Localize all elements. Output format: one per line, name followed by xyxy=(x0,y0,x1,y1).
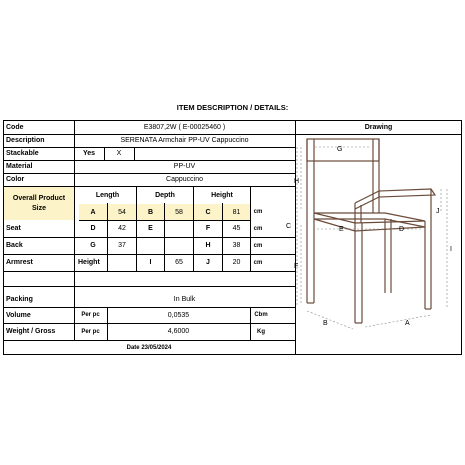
height-header: Height xyxy=(211,191,233,199)
code-label: Code xyxy=(6,124,24,131)
label-d: D xyxy=(399,226,405,233)
dim-i-letter: I xyxy=(149,259,152,266)
packing-value: In Bulk xyxy=(173,296,196,303)
seat-label: Seat xyxy=(6,225,21,232)
seat xyxy=(314,213,425,223)
color-label: Color xyxy=(6,176,25,183)
dim-a-letter: A xyxy=(79,204,107,220)
armrest xyxy=(379,189,435,197)
dim-e-value xyxy=(165,220,193,237)
armrest-height-label: Height xyxy=(78,259,100,266)
volume-value: 0,0535 xyxy=(167,311,190,319)
label-j: J xyxy=(436,208,440,215)
dim-b-letter: B xyxy=(137,204,164,220)
dim-j-letter: J xyxy=(206,259,210,266)
depth-header: Depth xyxy=(155,191,175,199)
label-h: H xyxy=(294,178,300,185)
dim-e-letter: E xyxy=(148,225,153,232)
dim-i-value: 65 xyxy=(175,259,183,266)
weight-value: 4,6000 xyxy=(167,328,190,335)
back-label: Back xyxy=(6,242,23,249)
dim-h-letter: H xyxy=(205,242,211,249)
stackable-mark: X xyxy=(116,150,122,157)
seat-unit: cm xyxy=(253,225,263,232)
dim-f-letter: F xyxy=(205,225,211,232)
material-label: Material xyxy=(6,163,33,170)
overall-size-label-line1: Overall Product xyxy=(12,195,66,203)
drawing-header: Drawing xyxy=(364,124,393,131)
armrest-unit: cm xyxy=(253,259,263,266)
color-value: Cappuccino xyxy=(166,176,203,183)
dim-h-value: 38 xyxy=(232,242,241,249)
back-unit: cm xyxy=(253,242,263,249)
overall-size-label-line2: Size xyxy=(31,204,46,212)
dim-c-letter: C xyxy=(194,204,222,220)
dim-a-value: 54 xyxy=(108,204,136,220)
backrest xyxy=(307,139,379,161)
length-header: Length xyxy=(95,191,120,199)
dim-c-value: 81 xyxy=(223,204,250,220)
dim-g-letter: G xyxy=(90,242,96,249)
stackable-label: Stackable xyxy=(6,150,39,157)
label-i: I xyxy=(450,246,452,253)
weight-unit: Kg xyxy=(257,328,265,335)
stackable-yes: Yes xyxy=(82,150,96,157)
dim-b-value: 58 xyxy=(165,204,193,220)
volume-per: Per pc xyxy=(81,312,100,318)
packing-label: Packing xyxy=(6,296,33,303)
chair-drawing xyxy=(286,133,462,341)
volume-unit: Cbm xyxy=(254,312,268,318)
overall-unit: cm xyxy=(253,209,263,215)
material-value: PP-UV xyxy=(173,163,196,170)
chair-outline xyxy=(307,139,435,323)
weight-per: Per pc xyxy=(81,328,100,335)
label-c: C xyxy=(286,223,292,230)
label-e: E xyxy=(339,226,344,233)
label-b: B xyxy=(323,320,328,327)
dim-j-value: 20 xyxy=(232,259,241,266)
weight-label: Weight / Gross xyxy=(6,328,56,335)
description-value: SERENATA Armchair PP-UV Cappuccino xyxy=(120,137,249,144)
code-value: E3807,2W ( E-00025460 ) xyxy=(143,124,226,131)
volume-label: Volume xyxy=(6,311,31,319)
overall-size-label xyxy=(4,187,74,220)
armrest-label: Armrest xyxy=(6,259,33,266)
label-g: G xyxy=(337,146,343,153)
label-a: A xyxy=(405,320,410,327)
date-stamp: Date 23/05/2024 xyxy=(126,345,172,351)
dim-d-letter: D xyxy=(90,225,96,232)
dim-f-value: 45 xyxy=(232,225,241,232)
description-label: Description xyxy=(6,137,45,144)
dim-d-value: 42 xyxy=(118,225,126,232)
label-f: F xyxy=(294,263,299,270)
page-title: ITEM DESCRIPTION / DETAILS: xyxy=(176,103,289,112)
dim-g-value: 37 xyxy=(118,242,126,249)
